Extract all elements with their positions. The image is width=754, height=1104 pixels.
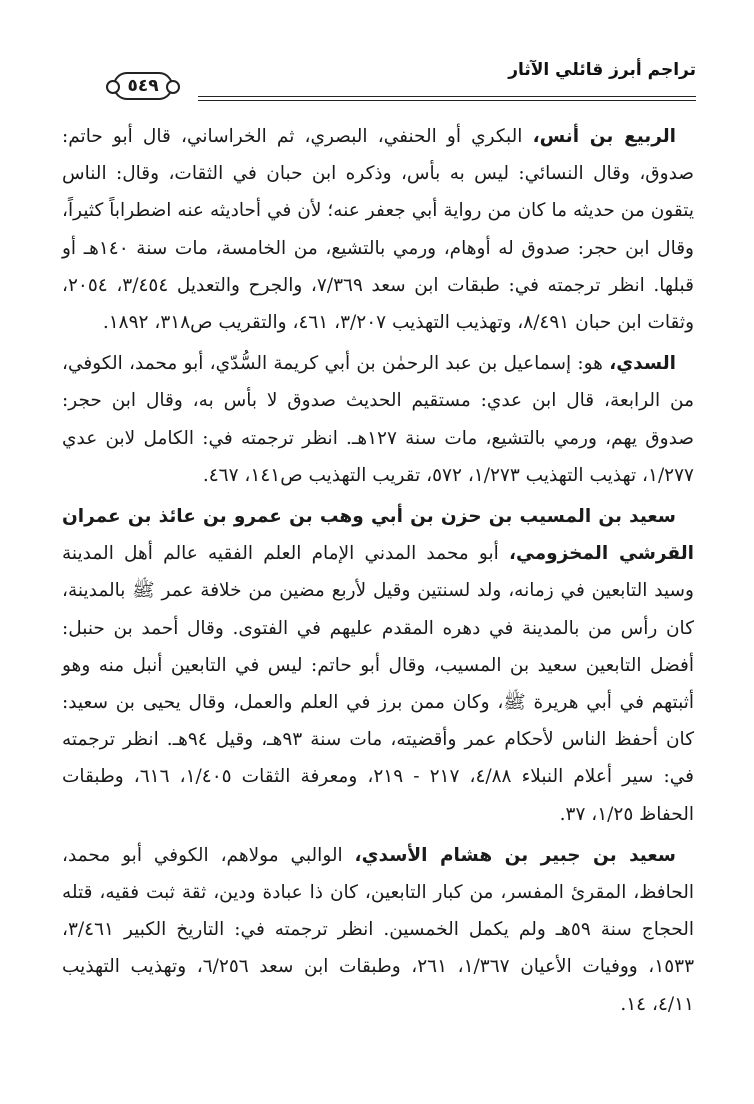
entry-text: هو: إسماعيل بن عبد الرحمٰن بن أبي كريمة السُّدّي، أبو محمد، الكوفي، من الرابعة، قال ابن عدي: مستقيم الحديث صدوق لا بأس به، وقال ابن حجر: صدوق يهم، ورمي بالتشيع، مات سنة ١٢٧هـ. انظر ترجمته في: الكامل لابن عدي ١/٢٧٧، تهذيب التهذيب ١/٢٧٣، ٥٧٢، تقريب التهذيب ص١٤١، ٤٦٧. (62, 353, 694, 486)
page-number-frame (88, 68, 198, 104)
biography-entry (62, 118, 694, 341)
running-title: تراجم أبرز قائلي الآثار (508, 60, 696, 80)
entry-text: الوالبي مولاهم، الكوفي أبو محمد، الحافظ، المقرئ المفسر، من كبار التابعين، كان ذا عبادة ودين، ثقة ثبت فقيه، قتله الحجاج سنة ٥٩هـ ولم يكمل الخمسين. انظر ترجمته في: التاريخ الكبير ٣/٤٦١، ١٥٣٣، ووفيات الأعيان ١/٣٦٧، ٢٦١، وطبقات ابن سعد ٦/٢٥٦، وتهذيب التهذيب ٤/١١، ١٤. (62, 844, 695, 1015)
page-body (62, 118, 694, 1027)
entry-text: أبو محمد المدني الإمام العلم الفقيه عالم أهل المدينة وسيد التابعين في زمانه، ولد لسنتين وقيل لأربع مضين من خلافة عمر ﷺ بالمدينة، كان رأس من بالمدينة في دهره المقدم عليهم في الفتوى. وقال أحمد بن حنبل: أفضل التابعين سعيد بن المسيب، وقال أبو حاتم: ليس في التابعين أنبل منه وهو أثبتهم في أبي هريرة ﷺ، وكان ممن برز في العلم والعمل، وقال يحيى بن سعيد: كان أحفظ الناس لأحكام عمر وأقضيته، مات سنة ٩٣هـ، وقيل ٩٤هـ. انظر ترجمته في: سير أعلام النبلاء ٤/٨٨، ٢١٧ - ٢١٩، ومعرفة الثقات ١/٤٠٥، ٦١٦، وطبقات الحفاظ ١/٢٥، ٣٧. (62, 543, 695, 825)
entry-name: الربيع بن أنس، (532, 126, 676, 147)
entry-name: السدي، (609, 353, 676, 375)
biography-entry (62, 345, 694, 494)
entry-name: سعيد بن المسيب بن حزن بن أبي وهب بن عمرو بن عائذ بن عمران القرشي المخزومي، (62, 506, 694, 565)
biography-entry (62, 498, 694, 833)
page-header (88, 58, 696, 110)
page-number: ٥٤٩ (113, 72, 172, 100)
entry-text: البكري أو الحنفي، البصري، ثم الخراساني، قال أبو حاتم: صدوق، وقال النسائي: ليس به بأس، وذكره ابن حبان في الثقات، وقال: الناس يتقون من حديثه ما كان من رواية أبي جعفر عنه؛ لأن في أحاديثه عنه اضطراباً كثيراً، وقال ابن حجر: صدوق له أوهام، ورمي بالتشيع، من الخامسة، مات سنة ١٤٠هـ أو قبلها. انظر ترجمته في: طبقات ابن سعد ٧/٣٦٩، والجرح والتعديل ٣/٤٥٤، ٢٠٥٤، وثقات ابن حبان ٨/٤٩١، وتهذيب التهذيب ٣/٢٠٧، ٤٦١، والتقريب ص٣١٨، ١٨٩٢. (62, 126, 694, 334)
biography-entry (62, 837, 694, 1023)
entry-name: سعيد بن جبير بن هشام الأسدي، (354, 844, 676, 866)
